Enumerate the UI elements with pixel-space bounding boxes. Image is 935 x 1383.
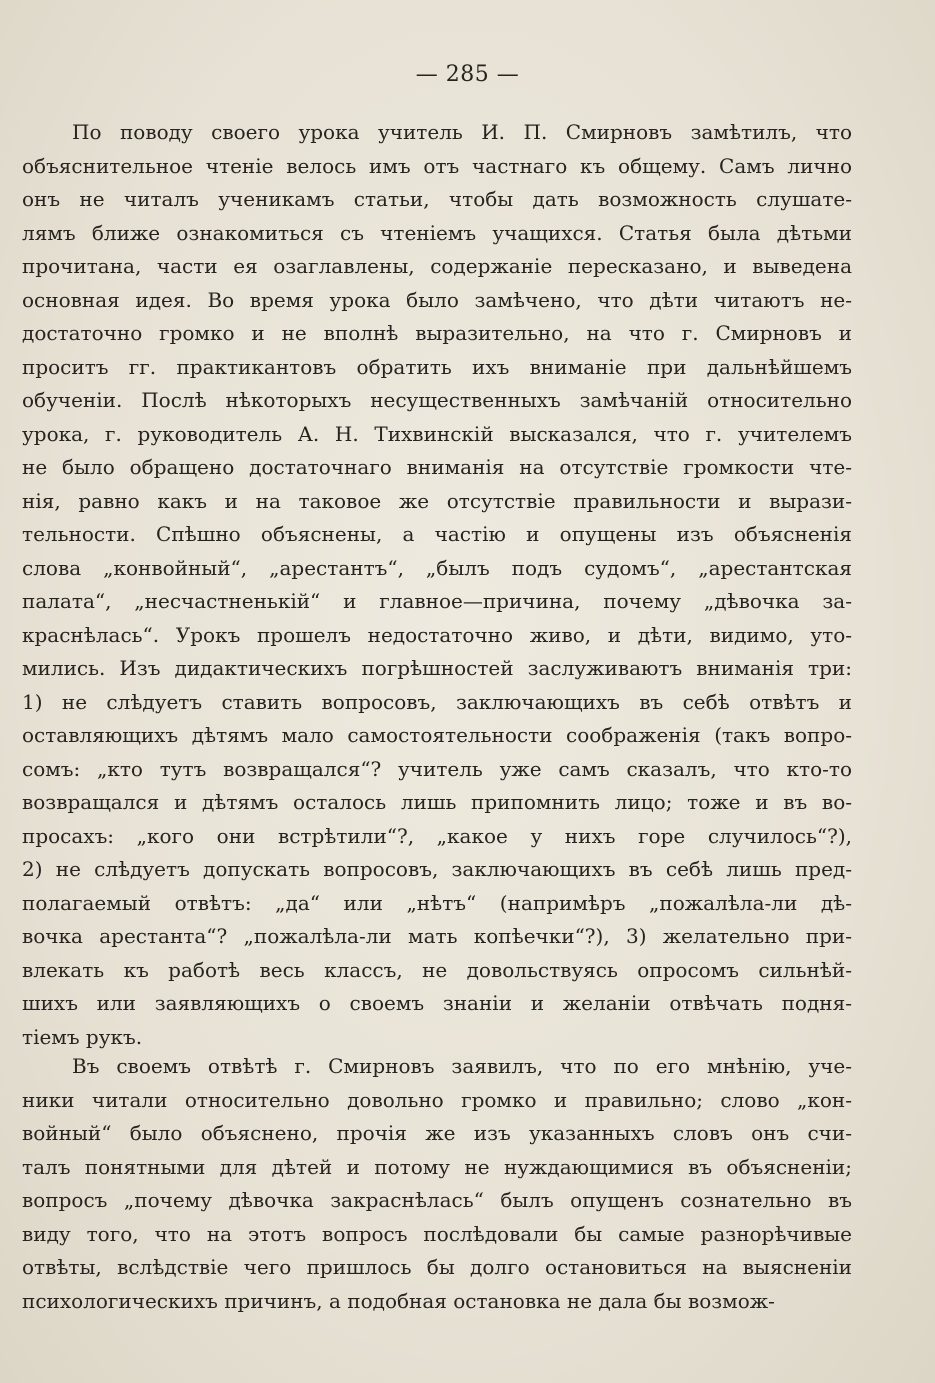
text-line: объяснительное чтеніе велось имъ отъ частнаго къ общему. Самъ лично xyxy=(22,153,852,178)
text-line: урока, г. руководитель А. Н. Тихвинскій высказался, что г. учителемъ xyxy=(22,421,852,446)
text-line: ники читали относительно довольно громко и правильно; слово „кон- xyxy=(22,1087,852,1112)
paragraph-1 xyxy=(22,116,852,1054)
text-line: обученіи. Послѣ нѣкоторыхъ несущественныхъ замѣчаній относительно xyxy=(22,388,852,412)
text-line: просахъ: „кого они встрѣтили“?, „какое у нихъ горе случилось“?), xyxy=(22,823,852,848)
text-line: Въ своемъ отвѣтѣ г. Смирновъ заявилъ, что по его мнѣнію, уче- xyxy=(72,1054,852,1078)
text-line: возвращался и дѣтямъ осталось лишь припомнить лицо; тоже и въ во- xyxy=(22,790,852,814)
text-line: прочитана, части ея озаглавлены, содержаніе пересказано, и выведена xyxy=(22,254,852,278)
text-line: 2) не слѣдуетъ допускать вопросовъ, заключающихъ въ себѣ лишь пред- xyxy=(22,857,852,881)
text-line: виду того, что на этотъ вопросъ послѣдовали бы самые разнорѣчивые xyxy=(22,1221,852,1246)
page-number: — 285 — xyxy=(415,62,520,87)
text-line: вочка арестанта“? „пожалѣла-ли мать копѣечки“?), 3) желательно при- xyxy=(22,924,852,948)
text-line: нія, равно какъ и на таковое же отсутствіе правильности и вырази- xyxy=(22,488,852,513)
text-line: шихъ или заявляющихъ о своемъ знаніи и желаніи отвѣчать подня- xyxy=(22,991,852,1015)
text-line: психологическихъ причинъ, а подобная остановка не дала бы возмож- xyxy=(22,1288,775,1313)
text-line: лямъ ближе ознакомиться съ чтеніемъ учащихся. Статья была дѣтьми xyxy=(22,220,852,245)
text-line: влекать къ работѣ весь классъ, не довольствуясь опросомъ сильнѣй- xyxy=(22,957,852,982)
text-line: палата“, „несчастненькій“ и главное—причина, почему „дѣвочка за- xyxy=(22,589,852,613)
paragraph-2 xyxy=(22,1050,852,1318)
text-line: оставляющихъ дѣтямъ мало самостоятельности соображенія (такъ вопро- xyxy=(22,723,852,747)
text-line: мились. Изъ дидактическихъ погрѣшностей заслуживаютъ вниманія три: xyxy=(22,656,852,680)
text-line: тельности. Спѣшно объяснены, а частію и опущены изъ объясненія xyxy=(22,522,852,546)
text-line: войный“ было объяснено, прочія же изъ указанныхъ словъ онъ счи- xyxy=(22,1121,852,1145)
text-line: полагаемый отвѣтъ: „да“ или „нѣтъ“ (напримѣръ „пожалѣла-ли дѣ- xyxy=(22,890,852,915)
text-line: слова „конвойный“, „арестантъ“, „былъ подъ судомъ“, „арестантская xyxy=(22,555,852,580)
text-line: не было обращено достаточнаго вниманія на отсутствіе громкости чте- xyxy=(22,455,852,479)
text-line: достаточно громко и не вполнѣ выразительно, на что г. Смирновъ и xyxy=(22,321,852,345)
text-line: онъ не читалъ ученикамъ статьи, чтобы дать возможность слушате- xyxy=(22,187,852,211)
text-line: основная идея. Во время урока было замѣчено, что дѣти читаютъ не- xyxy=(22,287,852,312)
text-line: талъ понятными для дѣтей и потому не нуждающимися въ объясненіи; xyxy=(22,1154,852,1179)
text-line: проситъ гг. практикантовъ обратить ихъ вниманіе при дальнѣйшемъ xyxy=(22,354,852,379)
text-line: краснѣлась“. Урокъ прошелъ недостаточно живо, и дѣти, видимо, уто- xyxy=(22,622,852,647)
text-line: вопросъ „почему дѣвочка закраснѣлась“ былъ опущенъ сознательно въ xyxy=(22,1188,852,1212)
text-line: 1) не слѣдуетъ ставить вопросовъ, заключающихъ въ себѣ отвѣтъ и xyxy=(22,689,852,714)
text-line: По поводу своего урока учитель И. П. Смирновъ замѣтилъ, что xyxy=(72,120,852,144)
text-line: тіемъ рукъ. xyxy=(22,1024,143,1049)
text-line: отвѣты, вслѣдствіе чего пришлось бы долго остановиться на выясненіи xyxy=(22,1255,852,1279)
text-line: сомъ: „кто тутъ возвращался“? учитель уже самъ сказалъ, что кто-то xyxy=(22,756,852,781)
